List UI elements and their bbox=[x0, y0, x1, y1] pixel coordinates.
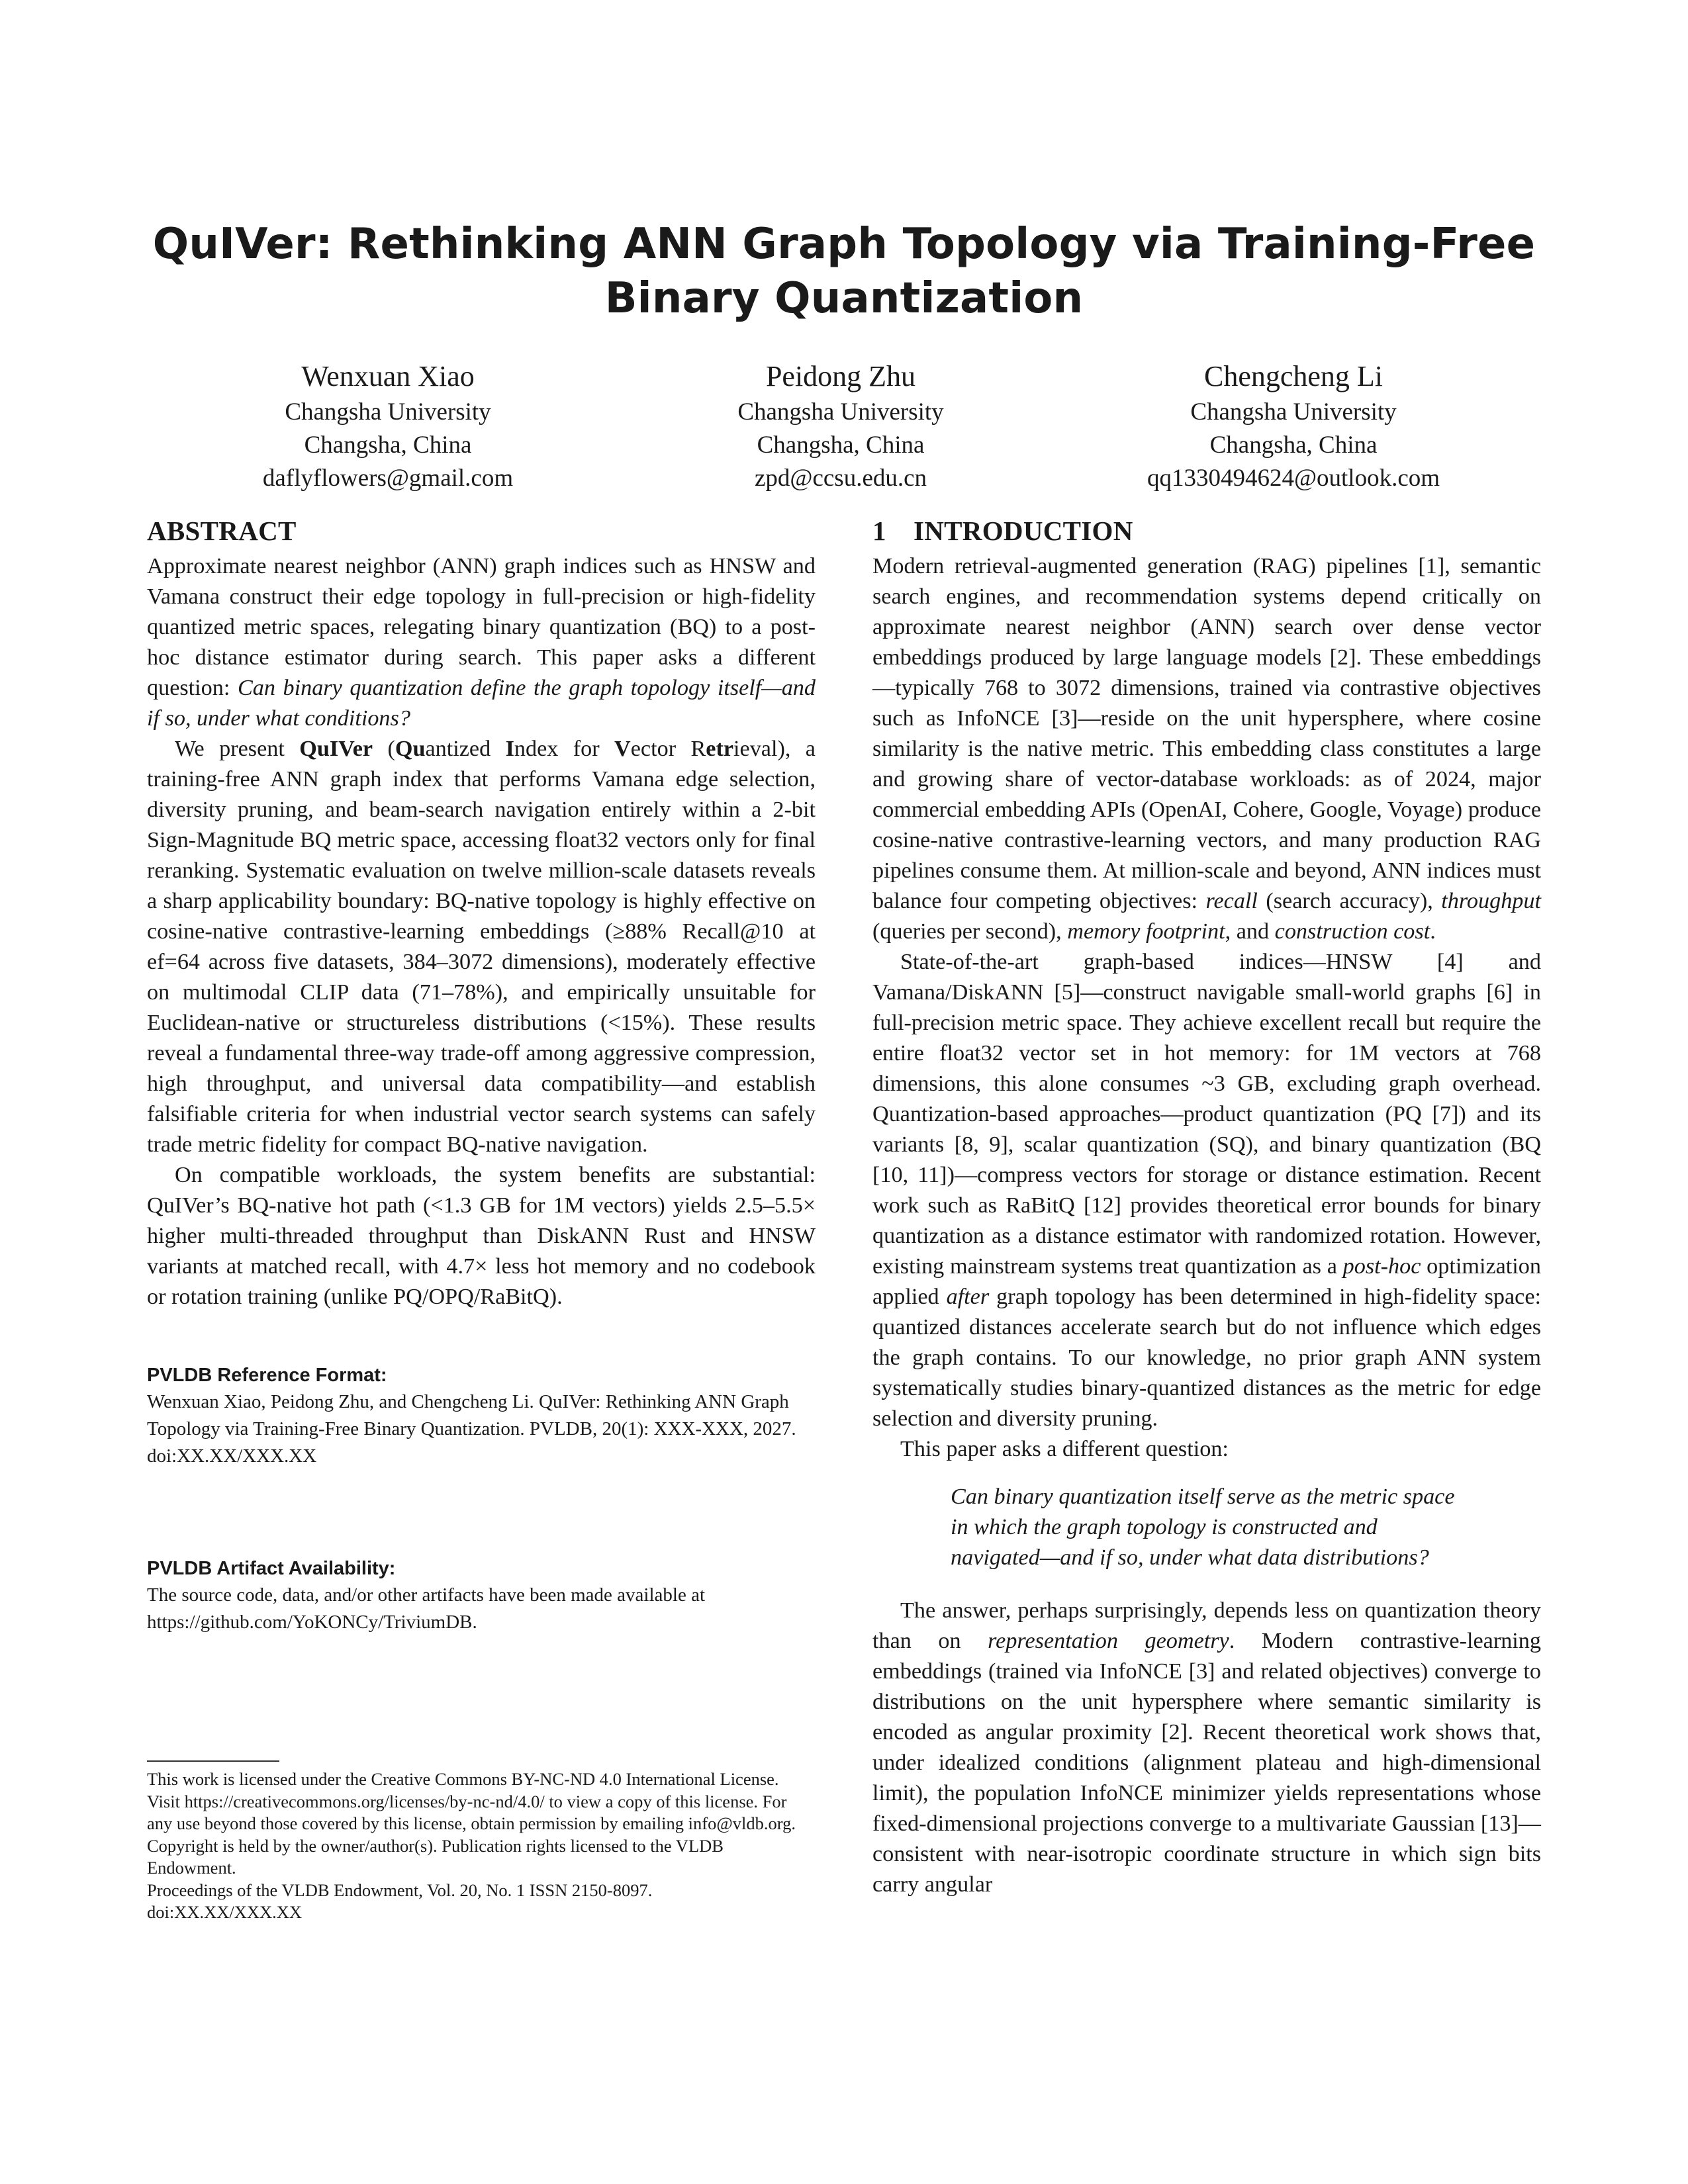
abstract-paragraph-1 bbox=[147, 551, 816, 734]
research-question-quote: Can binary quantization itself serve as the metric space in which the graph topology is constructed and navigated—and if so, under what data distributions? bbox=[951, 1484, 1455, 1570]
acronym-letter: etr bbox=[706, 737, 734, 761]
introduction-heading bbox=[872, 513, 1541, 549]
right-column bbox=[872, 513, 1541, 1900]
author-email: zpd@ccsu.edu.cn bbox=[754, 465, 927, 492]
abstract-paragraph-3: On compatible workloads, the system benefits are substantial: QuIVer’s BQ-native hot path (<1.3 GB for 1M vectors) yields 2.5–5.5× higher multi-threaded throughput than DiskANN Rust and HNSW variants at matched recall, with 4.7× less hot memory and no codebook or rotation training (unlike PQ/OPQ/RaBitQ). bbox=[147, 1163, 816, 1309]
acronym-letter: Qu bbox=[395, 737, 426, 761]
footnote-rule bbox=[147, 1760, 279, 1762]
text-run-italic: post-hoc bbox=[1342, 1254, 1421, 1279]
author-name: Chengcheng Li bbox=[1203, 360, 1383, 392]
artifact-availability bbox=[147, 1555, 816, 1636]
text-run: optimization applied bbox=[872, 1254, 1541, 1309]
author-1 bbox=[156, 357, 620, 495]
author-name: Peidong Zhu bbox=[765, 360, 916, 392]
text-run-italic: construction cost bbox=[1274, 919, 1430, 944]
text-run: ieval), a training-free ANN graph index that performs Vamana edge selection, diversity pruning, and beam-search navigation entirely within a 2-bit Sign-Magnitude BQ metric space, accessing float32 vectors only for final reranking. Systematic evaluation on twelve million-scale datasets reveals a sharp applicability boundary: BQ-native topology is highly effective on cosine-native contrastive-learning embeddings (≥88% Recall@10 at ef=64 across five datasets, 384–3072 dimensions), moderately effective on multimodal CLIP data (71–78%), and empirically unsuitable for Euclidean-native or structureless distributions (<15%). These results reveal a fundamental three-way trade-off among aggressive compression, high throughput, and universal data compatibility—and establish falsifiable criteria for when industrial vector search systems can safely trade metric fidelity for compact BQ-native navigation. bbox=[147, 737, 816, 1157]
author-affiliation: Changsha University bbox=[285, 398, 491, 426]
text-run-italic: memory footprint bbox=[1067, 919, 1225, 944]
text-run: . Modern contrastive-learning embeddings (trained via InfoNCE [3] and related objectives) converge to distributions on the unit hypersphere where semantic similarity is encoded as angular proximity [2]. Recent theoretical work shows that, under idealized conditions (alignment plateau and high-dimensional limit), the population InfoNCE minimizer yields representations whose fixed-dimensional projections converge to a multivariate Gaussian [13]—consistent with near-isotropic coordinate structure in which sign bits carry angular bbox=[872, 1629, 1541, 1897]
text-run: graph topology has been determined in high-fidelity space: quantized distances accelerate search but do not influence which edges the graph contains. To our knowledge, no prior graph ANN system systematically studies binary-quantized distances as the metric for edge selection and diversity pruning. bbox=[872, 1285, 1541, 1431]
section-title: INTRODUCTION bbox=[914, 516, 1133, 546]
text-run: (search accuracy), bbox=[1257, 889, 1442, 913]
footnote-doi: doi:XX.XX/XXX.XX bbox=[147, 1902, 303, 1922]
system-name: QuIVer bbox=[299, 737, 373, 761]
license-text: This work is licensed under the Creative Commons BY-NC-ND 4.0 International License. Visit https://creativecommons.org/licenses/by-nc-nd/4.0/ to view a copy of this license. For any use beyond those covered by this license, obtain permission by emailing info@vldb.org. Copyright is held by the owner/author(s). Publication rights licensed to the VLDB Endowment. bbox=[147, 1769, 796, 1878]
text-run: The answer, perhaps surprisingly, depends less on quantization theory than on bbox=[872, 1598, 1541, 1653]
author-3 bbox=[1062, 357, 1525, 495]
author-location: Changsha, China bbox=[757, 432, 925, 459]
reference-format bbox=[147, 1362, 816, 1470]
text-run: ( bbox=[373, 737, 395, 761]
text-run-italic: after bbox=[946, 1285, 990, 1309]
text-run: . bbox=[1430, 919, 1436, 944]
text-run: ndex for bbox=[514, 737, 615, 761]
text-run: , and bbox=[1225, 919, 1275, 944]
intro-paragraph-1 bbox=[872, 551, 1541, 947]
intro-paragraph-4 bbox=[872, 1596, 1541, 1900]
text-run: ector R bbox=[630, 737, 706, 761]
license-footnote bbox=[147, 1768, 816, 1924]
author-name: Wenxuan Xiao bbox=[301, 360, 475, 392]
artifact-heading: PVLDB Artifact Availability: bbox=[147, 1558, 396, 1579]
intro-paragraph-2 bbox=[872, 947, 1541, 1434]
author-affiliation: Changsha University bbox=[1190, 398, 1397, 426]
text-run: Modern retrieval-augmented generation (RAG) pipelines [1], semantic search engines, and recommendation systems depend critically on approximate nearest neighbor (ANN) search over dense vector embeddings produced by large language models [2]. These embeddings—typically 768 to 3072 dimensions, trained via contrastive objectives such as InfoNCE [3]—reside on the unit hypersphere, where cosine similarity is the native metric. This embedding class constitutes a large and growing share of vector-database workloads: as of 2024, major commercial embedding APIs (OpenAI, Cohere, Google, Voyage) produce cosine-native contrastive-learning vectors, and many production RAG pipelines consume them. At million-scale and beyond, ANN indices must balance four competing objectives: bbox=[872, 554, 1541, 913]
acronym-letter: I bbox=[505, 737, 514, 761]
artifact-text: The source code, data, and/or other artifacts have been made available at https://github.com/YoKONCy/TriviumDB. bbox=[147, 1584, 705, 1633]
proceedings-text: Proceedings of the VLDB Endowment, Vol. 20, No. 1 ISSN 2150-8097. bbox=[147, 1880, 653, 1900]
text-run: antized bbox=[425, 737, 506, 761]
text-run-italic: throughput bbox=[1441, 889, 1541, 913]
left-column bbox=[147, 513, 816, 1312]
reference-format-heading: PVLDB Reference Format: bbox=[147, 1365, 387, 1386]
intro-paragraph-3: This paper asks a different question: bbox=[900, 1437, 1229, 1461]
author-location: Changsha, China bbox=[1209, 432, 1378, 459]
author-affiliation: Changsha University bbox=[737, 398, 944, 426]
text-run-italic: representation geometry bbox=[988, 1629, 1229, 1653]
text-run-italic: recall bbox=[1205, 889, 1258, 913]
author-email: daflyflowers@gmail.com bbox=[262, 465, 514, 492]
section-number: 1 bbox=[872, 516, 886, 546]
reference-format-text: Wenxuan Xiao, Peidong Zhu, and Chengcheng Li. QuIVer: Rethinking ANN Graph Topology via Training-Free Binary Quantization. PVLDB, 20(1): XXX-XXX, 2027. bbox=[147, 1391, 796, 1439]
reference-format-doi: doi:XX.XX/XXX.XX bbox=[147, 1445, 317, 1467]
abstract-heading: ABSTRACT bbox=[147, 516, 297, 546]
author-location: Changsha, China bbox=[304, 432, 472, 459]
author-email: qq1330494624@outlook.com bbox=[1147, 465, 1440, 492]
author-2 bbox=[609, 357, 1072, 495]
text-run: We present bbox=[175, 737, 300, 761]
text-run: State-of-the-art graph-based indices—HNSW [4] and Vamana/DiskANN [5]—construct navigable small-world graphs [6] in full-precision metric space. They achieve excellent recall but require the entire float32 vector set in hot memory: for 1M vectors at 768 dimensions, this alone consumes ~3 GB, excluding graph overhead. Quantization-based approaches—product quantization (PQ [7]) and its variants [8, 9], scalar quantization (SQ), and binary quantization (BQ [10, 11])—compress vectors for storage or distance estimation. Recent work such as RaBitQ [12] provides theoretical error bounds for binary quantization as a distance estimator with randomized rotation. However, existing mainstream systems treat quantization as a bbox=[872, 950, 1541, 1279]
text-run: (queries per second), bbox=[872, 919, 1068, 944]
text-run: Approximate nearest neighbor (ANN) graph indices such as HNSW and Vamana construct their edge topology in full-precision or high-fidelity quantized metric spaces, relegating binary quantization (BQ) to a post-hoc distance estimator during search. This paper asks a different question: bbox=[147, 554, 816, 700]
text-run-italic: Can binary quantization define the graph topology itself—and if so, under what conditions? bbox=[147, 676, 816, 731]
abstract-paragraph-2 bbox=[147, 734, 816, 1160]
acronym-letter: V bbox=[614, 737, 631, 761]
paper-title: QuIVer: Rethinking ANN Graph Topology via Training-Free Binary Quantization bbox=[152, 220, 1536, 323]
